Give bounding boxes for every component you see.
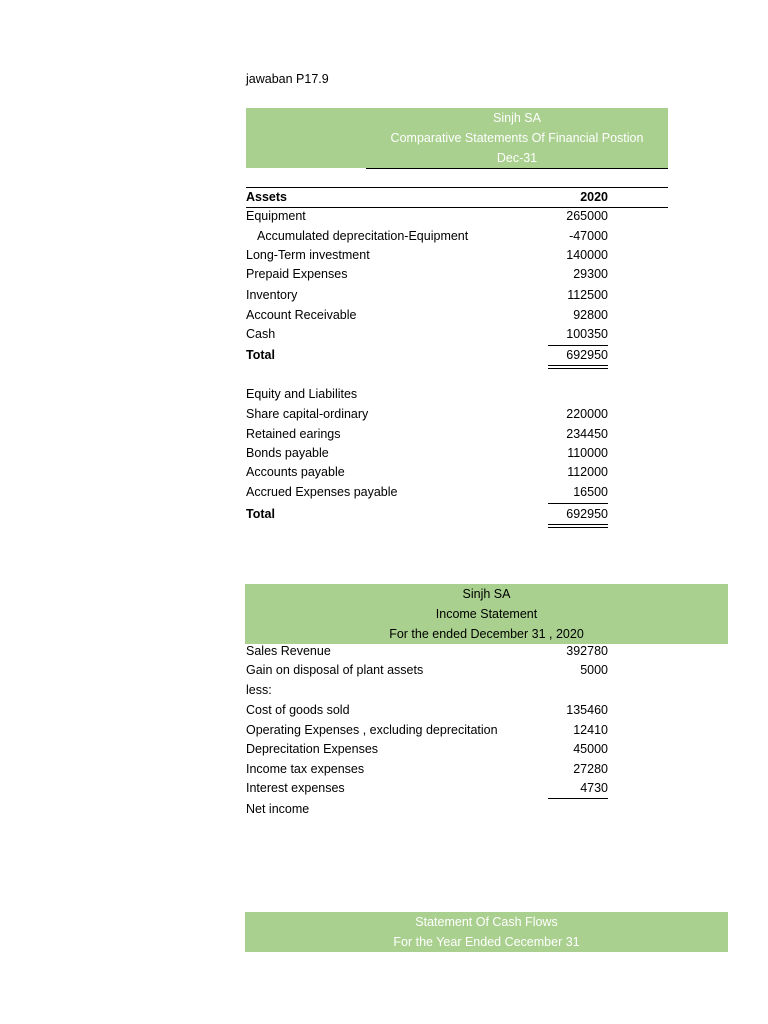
equity-header: Equity and Liabilites bbox=[246, 387, 358, 401]
sofp-company: Sinjh SA bbox=[493, 111, 541, 125]
income-period: For the ended December 31 , 2020 bbox=[389, 627, 584, 641]
row-value: 220000 bbox=[566, 407, 608, 421]
row-value: -47000 bbox=[569, 229, 608, 243]
subtotal-rule bbox=[548, 798, 608, 799]
table-row bbox=[246, 227, 608, 246]
table-row bbox=[246, 721, 608, 740]
table-row bbox=[246, 740, 608, 759]
row-value: 45000 bbox=[573, 742, 608, 756]
table-row bbox=[246, 483, 608, 502]
row-label: Interest expenses bbox=[246, 781, 345, 795]
table-row bbox=[246, 463, 608, 482]
row-value: 29300 bbox=[573, 267, 608, 281]
subtotal-rule bbox=[548, 503, 608, 504]
table-row bbox=[246, 642, 608, 661]
cashflow-statement-title: Statement Of Cash Flows bbox=[415, 915, 558, 929]
sofp-date: Dec-31 bbox=[496, 151, 538, 165]
table-row bbox=[246, 265, 608, 284]
assets-total-label: Total bbox=[246, 348, 275, 362]
row-value: 5000 bbox=[580, 663, 608, 677]
row-value: 16500 bbox=[573, 485, 608, 499]
sofp-header-underline bbox=[366, 168, 668, 169]
assets-total-value: 692950 bbox=[566, 348, 608, 362]
row-label: Accounts payable bbox=[246, 465, 345, 479]
table-row bbox=[246, 701, 608, 720]
row-label: Bonds payable bbox=[246, 446, 329, 460]
row-label: Cost of goods sold bbox=[246, 703, 350, 717]
row-value: 92800 bbox=[573, 308, 608, 322]
row-label: Equipment bbox=[246, 209, 306, 223]
row-label: Income tax expenses bbox=[246, 762, 365, 776]
row-label: Operating Expenses , excluding deprecitation bbox=[246, 723, 498, 737]
row-label: Deprecitation Expenses bbox=[246, 742, 379, 756]
row-value: 140000 bbox=[566, 248, 608, 262]
double-underline-bottom bbox=[548, 527, 608, 528]
row-label: Account Receivable bbox=[246, 308, 357, 322]
row-value: 110000 bbox=[567, 446, 608, 460]
table-row bbox=[246, 760, 608, 779]
row-value: 234450 bbox=[566, 427, 608, 441]
double-underline-top bbox=[548, 524, 608, 525]
table-row bbox=[246, 681, 608, 700]
row-label: Cash bbox=[246, 327, 276, 341]
row-label: Accumulated deprecitation-Equipment bbox=[257, 229, 469, 243]
table-row bbox=[246, 800, 608, 819]
row-label: Accrued Expenses payable bbox=[246, 485, 398, 499]
income-company: Sinjh SA bbox=[462, 587, 511, 601]
row-label: Gain on disposal of plant assets bbox=[246, 663, 424, 677]
table-row bbox=[246, 306, 608, 325]
row-value: 135460 bbox=[566, 703, 608, 717]
row-label: Net income bbox=[246, 802, 310, 816]
equity-total-row bbox=[246, 505, 608, 524]
table-row bbox=[246, 207, 608, 226]
table-row bbox=[246, 286, 608, 305]
equity-total-label: Total bbox=[246, 507, 275, 521]
row-value: 4730 bbox=[580, 781, 608, 795]
row-label: Share capital-ordinary bbox=[246, 407, 369, 421]
row-label: Inventory bbox=[246, 288, 298, 302]
cashflow-period: For the Year Ended Cecember 31 bbox=[393, 935, 580, 949]
row-value: 112000 bbox=[567, 465, 608, 479]
row-value: 112500 bbox=[567, 288, 608, 302]
cashflow-header bbox=[245, 912, 728, 952]
row-label: Prepaid Expenses bbox=[246, 267, 348, 281]
row-value: 265000 bbox=[566, 209, 608, 223]
row-label: less: bbox=[246, 683, 272, 697]
table-row bbox=[246, 779, 608, 798]
assets-total-row bbox=[246, 346, 608, 365]
assets-header: Assets bbox=[246, 190, 287, 204]
assets-header-row bbox=[246, 188, 608, 207]
document-title: jawaban P17.9 bbox=[246, 72, 329, 86]
row-value: 100350 bbox=[566, 327, 608, 341]
row-label: Retained earings bbox=[246, 427, 341, 441]
income-statement-title: Income Statement bbox=[435, 607, 538, 621]
sofp-header bbox=[246, 108, 668, 168]
row-value: 12410 bbox=[573, 723, 608, 737]
double-underline-bottom bbox=[548, 368, 608, 369]
table-row bbox=[246, 425, 608, 444]
row-value: 392780 bbox=[566, 644, 608, 658]
table-row bbox=[246, 444, 608, 463]
income-header bbox=[245, 584, 728, 644]
double-underline-top bbox=[548, 365, 608, 366]
table-row bbox=[246, 246, 608, 265]
row-label: Sales Revenue bbox=[246, 644, 331, 658]
equity-header-row bbox=[246, 385, 608, 404]
row-label: Long-Term investment bbox=[246, 248, 370, 262]
row-value: 27280 bbox=[573, 762, 608, 776]
table-row bbox=[246, 661, 608, 680]
sofp-statement-title: Comparative Statements Of Financial Postion bbox=[390, 131, 644, 145]
table-row bbox=[246, 405, 608, 424]
equity-total-value: 692950 bbox=[566, 507, 608, 521]
table-row bbox=[246, 325, 608, 344]
year-header: 2020 bbox=[580, 190, 608, 204]
